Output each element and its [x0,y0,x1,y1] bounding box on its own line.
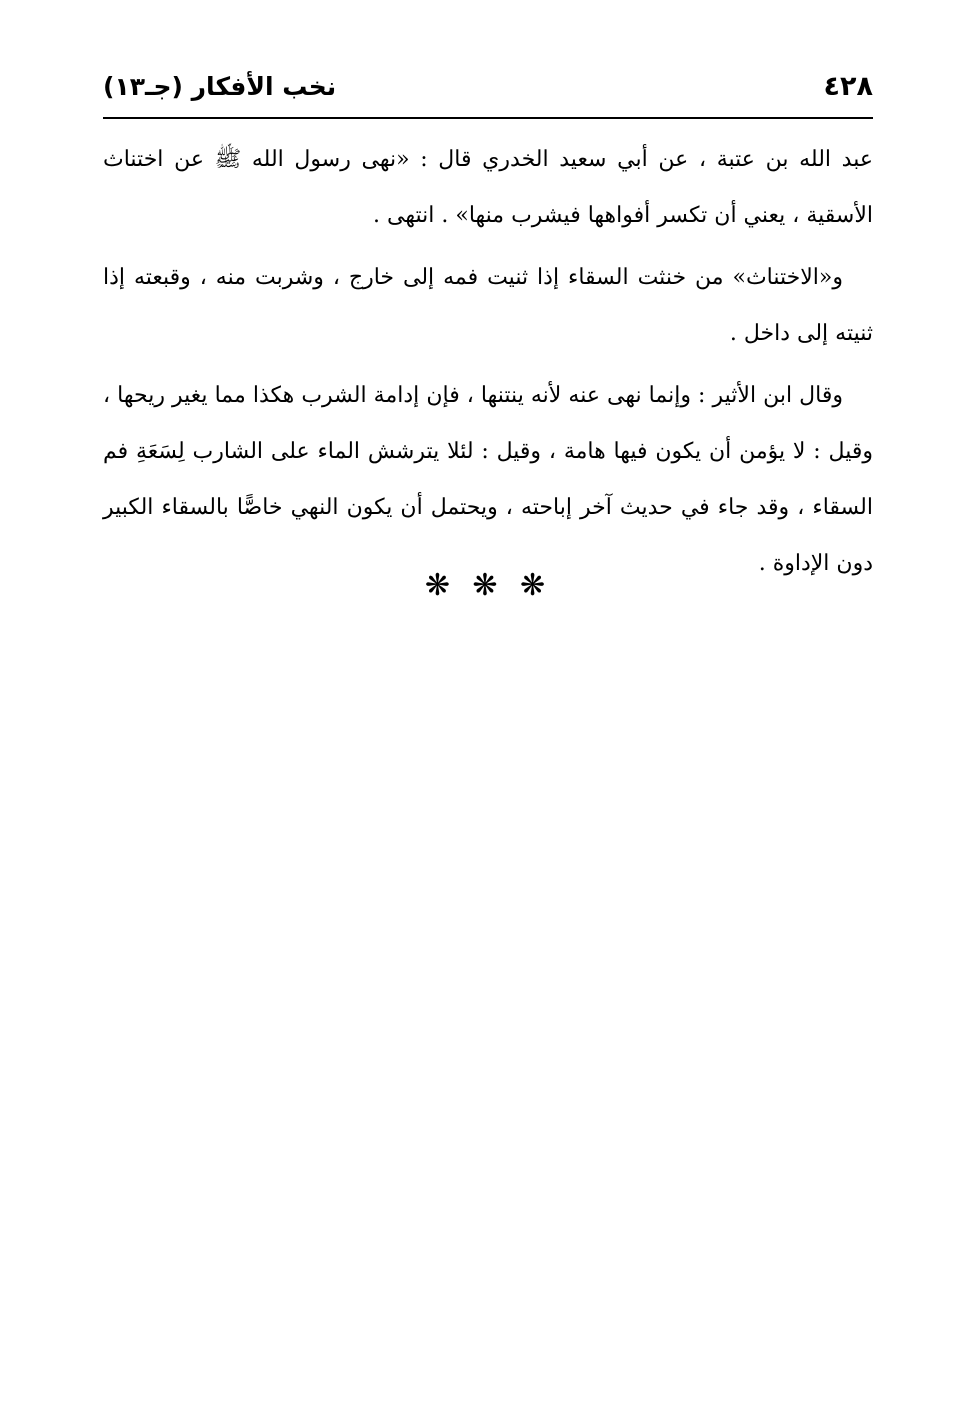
header-divider [103,117,873,119]
section-separator: ❋ ❋ ❋ [424,568,552,603]
body-text [103,132,873,598]
running-header [103,64,873,108]
paragraph-2: و«الاختناث» من خنثت السقاء إذا ثنيت فمه إلى خارج ، وشربت منه ، وقبعته إذا ثنيته إلى داخل . [103,265,873,346]
page-number: ٤٢٨ [823,70,873,102]
paragraph-1: عبد الله بن عتبة ، عن أبي سعيد الخدري قال : «نهى رسول الله ﷺ عن اختناث الأسقية ، يعني أن تكسر أفواهها فيشرب منها» . انتهى . [103,147,873,228]
paragraph-3: وقال ابن الأثير : وإنما نهى عنه لأنه ينتنها ، فإن إدامة الشرب هكذا مما يغير ريحها ، وقيل : لا يؤمن أن يكون فيها هامة ، وقيل : لئلا يترشش الماء على الشارب لِسَعَةِ فم السقاء ، وقد جاء في حديث آخر إباحته ، ويحتمل أن يكون النهي خاصًّا بالسقاء الكبير دون الإداوة . [103,383,873,576]
book-title: نخب الأفكار (جـ١٣) [103,71,337,101]
